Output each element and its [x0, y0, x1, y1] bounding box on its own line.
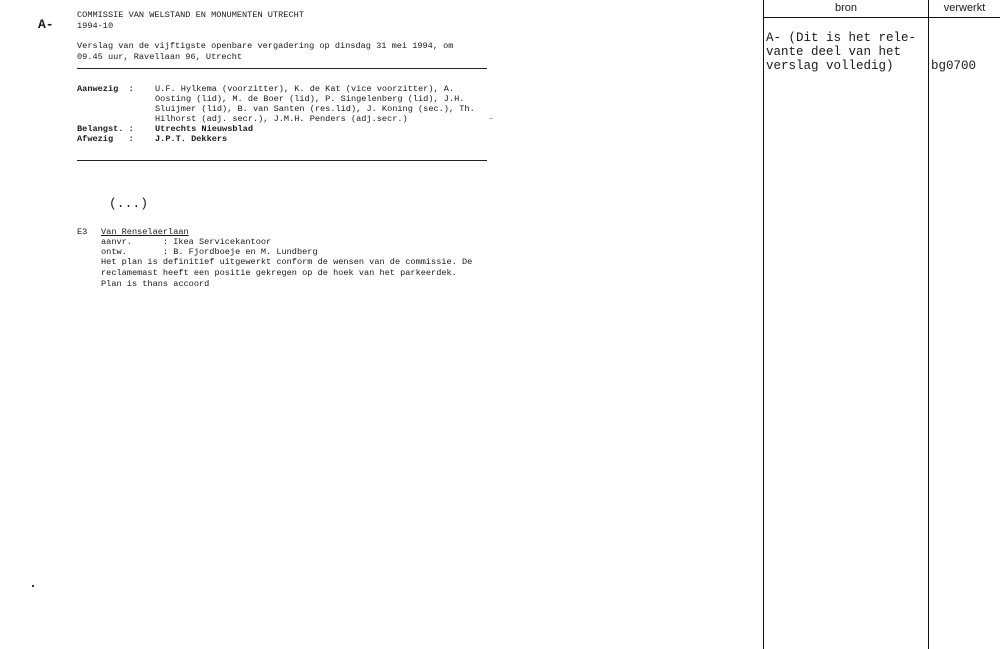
present-line-3: Sluijmer (lid), B. van Santen (res.lid), J. Koning (sec.), Th.	[155, 104, 475, 114]
absent-value: J.P.T. Dekkers	[155, 134, 228, 144]
processed-value: bg0700	[931, 59, 977, 73]
present-line-1: U.F. Hylkema (voorzitter), K. de Kat (vice voorzitter), A.	[155, 84, 455, 94]
absent-label: Afwezig :	[77, 134, 134, 144]
column-header-processed: verwerkt	[943, 2, 986, 14]
scan-speck	[32, 585, 34, 587]
interested-value: Utrechts Nieuwsblad	[155, 124, 253, 134]
item-body-line-2: reclamemast heeft een positie gekregen op de hoek van het parkeerdek.	[101, 268, 457, 278]
omission-ellipsis: (...)	[109, 196, 149, 211]
interested-label: Belangst. :	[77, 124, 134, 134]
source-note-line-3: verslag volledig)	[766, 59, 894, 73]
meeting-reference: 1994-10	[77, 21, 114, 31]
present-label: Aanwezig :	[77, 84, 134, 94]
table-header-divider	[763, 17, 1000, 18]
item-body-line-1: Het plan is definitief uitgewerkt conform de wensen van de commissie. De	[101, 257, 473, 267]
header-divider	[77, 68, 487, 69]
section-marker: A-	[38, 17, 54, 32]
attendance-divider	[77, 160, 487, 161]
report-description-line-2: 09.45 uur, Ravellaan 96, Utrecht	[77, 52, 243, 62]
column-header-source: bron	[834, 2, 858, 14]
source-note-line-2: vante deel van het	[766, 45, 902, 59]
item-applicant: aanvr. : Ikea Servicekantoor	[101, 237, 272, 247]
table-left-border	[763, 0, 764, 649]
table-column-divider	[928, 0, 929, 649]
scan-speck	[489, 118, 493, 119]
item-code: E3	[77, 227, 88, 237]
present-line-2: Oosting (lid), M. de Boer (lid), P. Singelenberg (lid), J.H.	[155, 94, 465, 104]
item-designer: ontw. : B. Fjordboeje en M. Lundberg	[101, 247, 318, 257]
organization-name: COMMISSIE VAN WELSTAND EN MONUMENTEN UTRECHT	[77, 10, 304, 20]
source-note-line-1: A- (Dit is het rele-	[766, 31, 917, 45]
report-description-line-1: Verslag van de vijftigste openbare vergadering op dinsdag 31 mei 1994, om	[77, 41, 454, 51]
item-body-line-3: Plan is thans accoord	[101, 279, 210, 289]
item-title: Van Renselaerlaan	[101, 227, 189, 237]
present-line-4: Hilhorst (adj. secr.), J.M.H. Penders (adj.secr.)	[155, 114, 408, 124]
